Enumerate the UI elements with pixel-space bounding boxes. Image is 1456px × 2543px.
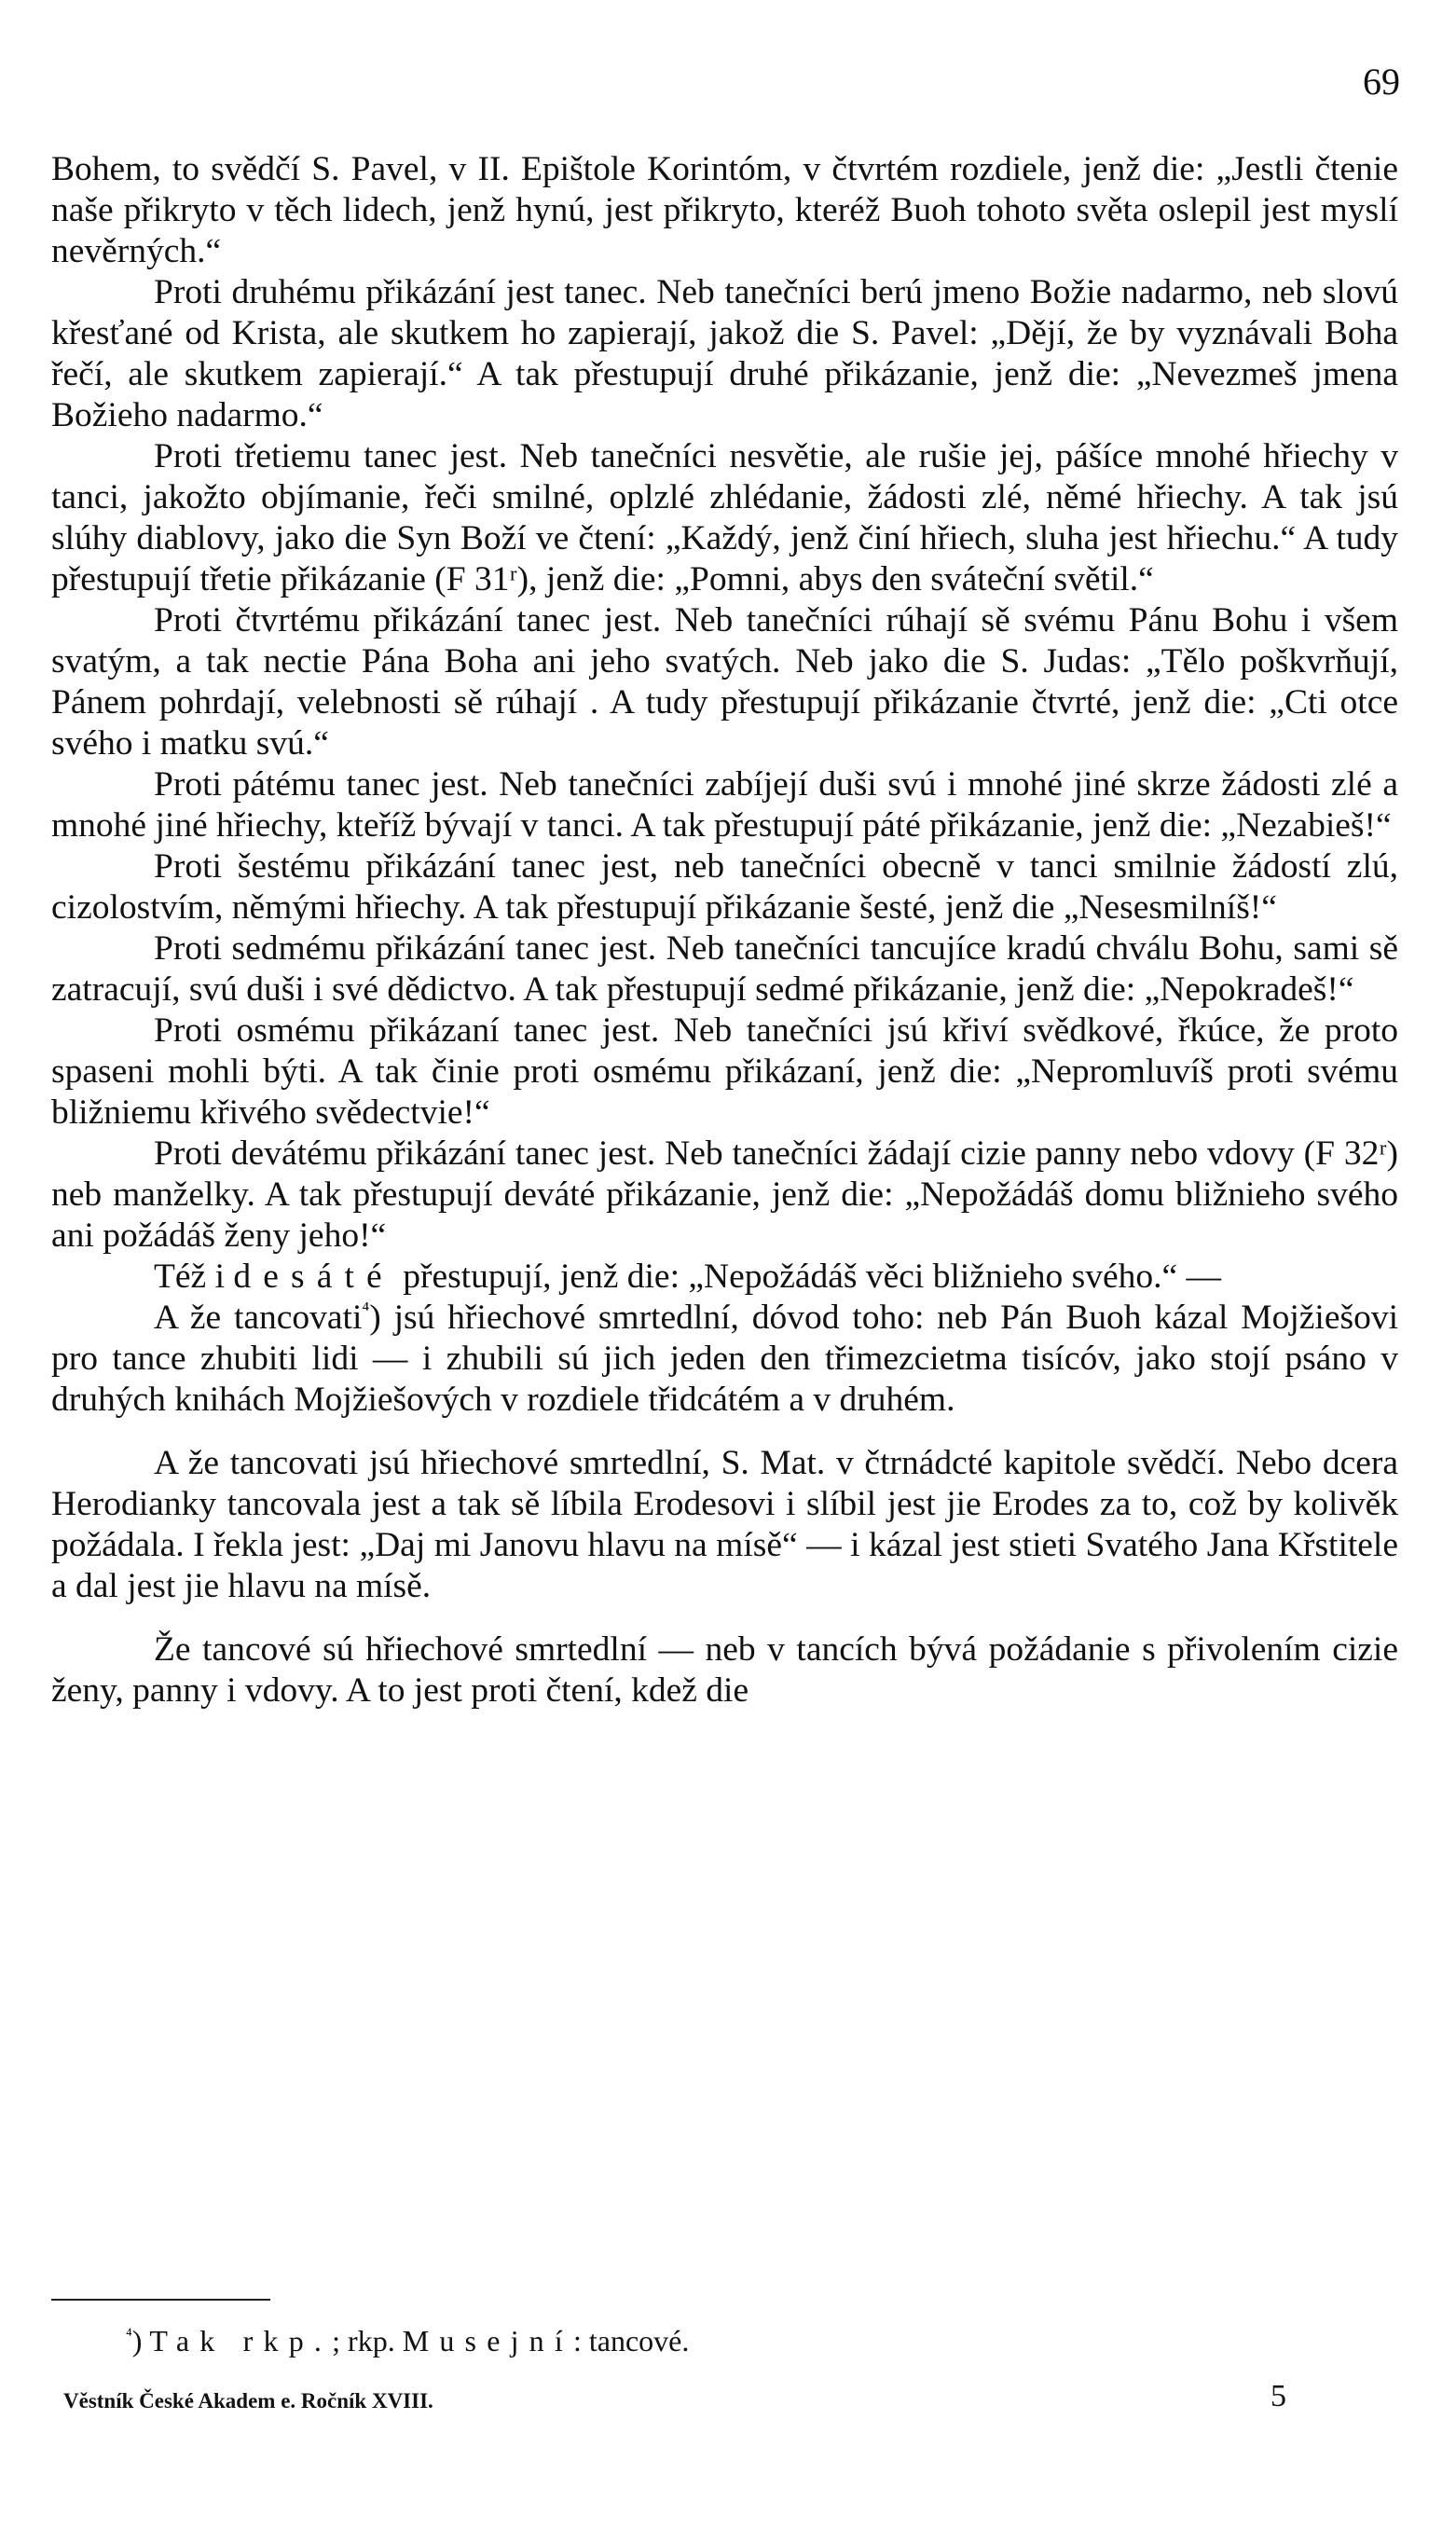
paragraph-10-pre: Též i xyxy=(154,1258,234,1296)
footnote-separator xyxy=(51,2299,270,2301)
page-number: 69 xyxy=(1363,61,1400,103)
footnote-reference: ⁴ xyxy=(362,1297,370,1321)
paragraph-10-post: přestupují, jenž die: „Nepožádáš věci bližnieho svého.“ — xyxy=(393,1258,1222,1296)
paragraph-2: Proti druhému přikázání jest tanec. Neb tanečníci berú jmeno Božie nadarmo, neb slovú křesťané od Krista, ale skutkem ho zapierají, jakož die S. Pavel: „Dějí, že by vyznávali Boha řečí, ale skutkem zapierají.“ A tak přestupují druhé přikázanie, jenž die: „Nevezmeš jmena Božieho nadarmo.“ xyxy=(51,273,1398,434)
footnote-pre: ) xyxy=(131,2324,150,2357)
paragraph-10 xyxy=(51,1257,1398,1298)
footnote-mid: ; rkp. xyxy=(332,2324,403,2357)
footnote-spaced-2: Musejní xyxy=(402,2324,573,2357)
paragraph-7: Proti sedmému přikázání tanec jest. Neb tanečníci tancujíce kradú chválu Bohu, sami sě zatracují, svú duši i své dědictvo. A tak přestupují sedmé přikázanie, jenž die: „Nepokradeš!“ xyxy=(51,929,1398,1009)
paragraph-4: Proti čtvrtému přikázání tanec jest. Neb tanečníci rúhají sě svému Pánu Bohu i všem svatým, a tak nectie Pána Boha ani jeho svatých. Neb jako die S. Judas: „Tělo poškvrňují, Pánem pohrdají, velebnosti sě rúhají . A tudy přestupují přikázanie čtvrté, jenž die: „Cti otce svého i matku svú.“ xyxy=(51,601,1398,763)
signature-mark: 5 xyxy=(1271,2379,1286,2413)
spaced-word-desate: desáté xyxy=(233,1258,394,1296)
paragraph-11-post: ) jsú hřiechové smrtedlní, dóvod toho: neb Pán Buoh kázal Mojžiešovi pro tance zhubiti lidi — i zhubili sú jich jeden den třimezcietma tisícóv, jako stojí psáno v druhých knihách Mojžiešových v rozdiele třidcátém a v druhém. xyxy=(51,1299,1398,1419)
paragraph-11 xyxy=(51,1298,1398,1421)
paragraph-8: Proti osmému přikázaní tanec jest. Neb tanečníci jsú křiví svědkové, řkúce, že proto spaseni mohli býti. A tak činie proti osmému přikázaní, jenž die: „Nepromluvíš proti svému bližniemu křivého svědectvie!“ xyxy=(51,1011,1398,1132)
footnote-mark: ⁴ xyxy=(126,2325,132,2345)
journal-footer: Věstník České Akadem e. Ročník XVIII. xyxy=(63,2389,433,2412)
paragraph-9: Proti devátému přikázání tanec jest. Neb tanečníci žádají cizie panny nebo vdovy (F 32ʳ) neb manželky. A tak přestupují deváté přikázanie, jenž die: „Nepožádáš domu bližnieho svého ani požádáš ženy jeho!“ xyxy=(51,1134,1398,1255)
paragraph-1: Bohem, to svědčí S. Pavel, v II. Epištole Korintóm, v čtvrtém rozdiele, jenž die: „Jestli čtenie naše přikryto v těch lidech, jenž hynú, jest přikryto, kteréž Buoh tohoto světa oslepil jest myslí nevěrných.“ xyxy=(51,150,1398,270)
body-text xyxy=(51,149,1398,1711)
footnote xyxy=(126,2324,689,2358)
paragraph-11-pre: A že tancovati xyxy=(154,1299,363,1337)
footnote-post: : tancové. xyxy=(572,2324,690,2357)
paragraph-13: Že tancové sú hřiechové smrtedlní — neb v tancích bývá požádanie s přivolením cizie ženy, panny i vdovy. A to jest proti čtení, kdež die xyxy=(51,1630,1398,1710)
paragraph-12: A že tancovati jsú hřiechové smrtedlní, S. Mat. v čtrnádcté kapitole svědčí. Nebo dcera Herodianky tancovala jest a tak sě líbila Erodesovi i slíbil jest jie Erodes za to, což by kolivěk požádala. I řekla jest: „Daj mi Janovu hlavu na mísě“ — i kázal jest stieti Svatého Jana Křstitele a dal jest jie hlavu na mísě. xyxy=(51,1444,1398,1605)
paragraph-5: Proti pátému tanec jest. Neb tanečníci zabíjejí duši svú i mnohé jiné skrze žádosti zlé a mnohé jiné hřiechy, kteříž bývají v tanci. A tak přestupují páté přikázanie, jenž die: „Nezabieš!“ xyxy=(51,765,1398,845)
paragraph-3: Proti třetiemu tanec jest. Neb tanečníci nesvětie, ale rušie jej, pášíce mnohé hřiechy v tanci, jakožto objímanie, řeči smilné, oplzlé zhlédanie, žádosti zlé, němé hřiechy. A tak jsú slúhy diablovy, jako die Syn Boží ve čtení: „Každý, jenž činí hřiech, sluha jest hřiechu.“ A tudy přestupují třetie přikázanie (F 31ʳ), jenž die: „Pomni, abys den sváteční světil.“ xyxy=(51,437,1398,598)
footnote-spaced-1: Tak rkp. xyxy=(149,2324,333,2357)
paragraph-6: Proti šestému přikázání tanec jest, neb tanečníci obecně v tanci smilnie žádostí zlú, cizolostvím, němými hřiechy. A tak přestupují přikázanie šesté, jenž die „Nesesmilníš!“ xyxy=(51,847,1398,927)
